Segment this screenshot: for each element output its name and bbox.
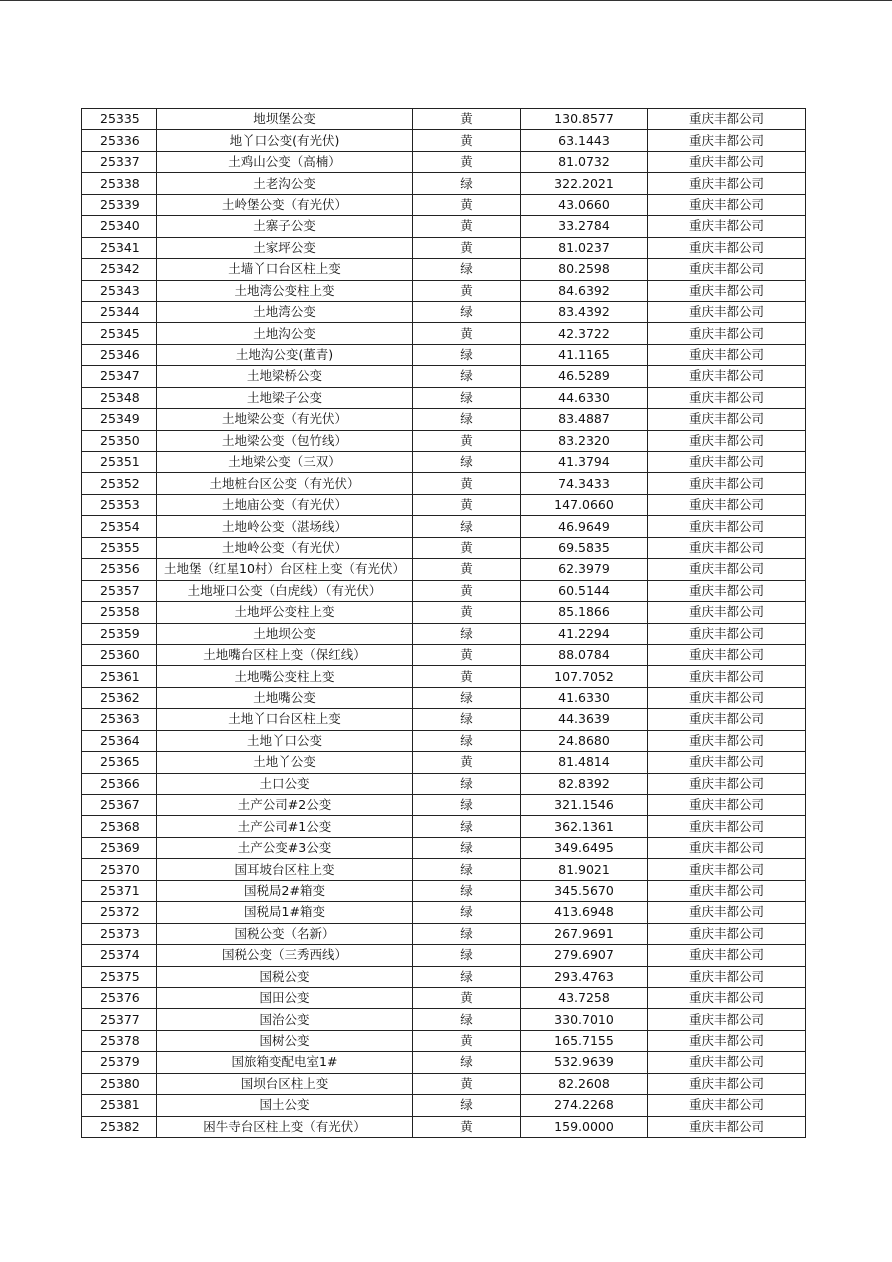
- station-name-cell: 土地梁公变（包竹线）: [157, 430, 413, 451]
- value-cell: 532.9639: [521, 1052, 648, 1073]
- company-cell: 重庆丰都公司: [648, 1116, 806, 1137]
- value-cell: 69.5835: [521, 537, 648, 558]
- company-cell: 重庆丰都公司: [648, 923, 806, 944]
- row-id-cell: 25367: [82, 795, 157, 816]
- value-cell: 82.8392: [521, 773, 648, 794]
- station-name-cell: 土地丫口公变: [157, 730, 413, 751]
- row-id-cell: 25380: [82, 1073, 157, 1094]
- company-cell: 重庆丰都公司: [648, 709, 806, 730]
- table-row: [82, 880, 806, 901]
- value-cell: 24.8680: [521, 730, 648, 751]
- row-id-cell: 25356: [82, 559, 157, 580]
- company-cell: 重庆丰都公司: [648, 966, 806, 987]
- table-row: [82, 987, 806, 1008]
- station-name-cell: 土寨子公变: [157, 216, 413, 237]
- company-cell: 重庆丰都公司: [648, 366, 806, 387]
- station-name-cell: 国土公变: [157, 1095, 413, 1116]
- value-cell: 293.4763: [521, 966, 648, 987]
- station-name-cell: 地丫口公变(有光伏): [157, 130, 413, 151]
- row-id-cell: 25373: [82, 923, 157, 944]
- status-color-cell: 黄: [413, 666, 521, 687]
- row-id-cell: 25349: [82, 409, 157, 430]
- company-cell: 重庆丰都公司: [648, 323, 806, 344]
- value-cell: 88.0784: [521, 644, 648, 665]
- company-cell: 重庆丰都公司: [648, 773, 806, 794]
- company-cell: 重庆丰都公司: [648, 173, 806, 194]
- status-color-cell: 绿: [413, 344, 521, 365]
- company-cell: 重庆丰都公司: [648, 280, 806, 301]
- status-color-cell: 黄: [413, 580, 521, 601]
- value-cell: 107.7052: [521, 666, 648, 687]
- value-cell: 81.9021: [521, 859, 648, 880]
- company-cell: 重庆丰都公司: [648, 259, 806, 280]
- company-cell: 重庆丰都公司: [648, 859, 806, 880]
- row-id-cell: 25361: [82, 666, 157, 687]
- station-name-cell: 土地桩台区公变（有光伏）: [157, 473, 413, 494]
- table-row: [82, 452, 806, 473]
- station-name-cell: 土地岭公变（湛场线）: [157, 516, 413, 537]
- value-cell: 147.0660: [521, 494, 648, 515]
- company-cell: 重庆丰都公司: [648, 537, 806, 558]
- row-id-cell: 25379: [82, 1052, 157, 1073]
- table-row: [82, 409, 806, 430]
- station-name-cell: 国耳坡台区柱上变: [157, 859, 413, 880]
- status-color-cell: 黄: [413, 602, 521, 623]
- row-id-cell: 25338: [82, 173, 157, 194]
- table-row: [82, 194, 806, 215]
- value-cell: 130.8577: [521, 109, 648, 130]
- row-id-cell: 25381: [82, 1095, 157, 1116]
- row-id-cell: 25357: [82, 580, 157, 601]
- company-cell: 重庆丰都公司: [648, 752, 806, 773]
- value-cell: 159.0000: [521, 1116, 648, 1137]
- status-color-cell: 绿: [413, 516, 521, 537]
- station-name-cell: 国税局1#箱变: [157, 902, 413, 923]
- station-name-cell: 土地沟公变(董青): [157, 344, 413, 365]
- table-row: [82, 109, 806, 130]
- row-id-cell: 25345: [82, 323, 157, 344]
- company-cell: 重庆丰都公司: [648, 816, 806, 837]
- table-row: [82, 945, 806, 966]
- value-cell: 46.9649: [521, 516, 648, 537]
- status-color-cell: 黄: [413, 752, 521, 773]
- value-cell: 43.0660: [521, 194, 648, 215]
- table-row: [82, 773, 806, 794]
- station-name-cell: 土口公变: [157, 773, 413, 794]
- page-top-border: [0, 0, 892, 1]
- table-row: [82, 1073, 806, 1094]
- row-id-cell: 25376: [82, 987, 157, 1008]
- status-color-cell: 绿: [413, 409, 521, 430]
- status-color-cell: 绿: [413, 623, 521, 644]
- station-name-cell: 国税局2#箱变: [157, 880, 413, 901]
- company-cell: 重庆丰都公司: [648, 795, 806, 816]
- table-row: [82, 559, 806, 580]
- company-cell: 重庆丰都公司: [648, 430, 806, 451]
- value-cell: 74.3433: [521, 473, 648, 494]
- table-row: [82, 1095, 806, 1116]
- company-cell: 重庆丰都公司: [648, 987, 806, 1008]
- value-cell: 41.3794: [521, 452, 648, 473]
- value-cell: 413.6948: [521, 902, 648, 923]
- table-row: [82, 923, 806, 944]
- value-cell: 81.4814: [521, 752, 648, 773]
- row-id-cell: 25377: [82, 1009, 157, 1030]
- company-cell: 重庆丰都公司: [648, 1095, 806, 1116]
- value-cell: 362.1361: [521, 816, 648, 837]
- status-color-cell: 绿: [413, 687, 521, 708]
- company-cell: 重庆丰都公司: [648, 237, 806, 258]
- row-id-cell: 25337: [82, 151, 157, 172]
- station-name-cell: 土地垭口公变（白虎线）（有光伏）: [157, 580, 413, 601]
- value-cell: 321.1546: [521, 795, 648, 816]
- station-name-cell: 土地嘴台区柱上变（保红线）: [157, 644, 413, 665]
- row-id-cell: 25378: [82, 1030, 157, 1051]
- value-cell: 46.5289: [521, 366, 648, 387]
- company-cell: 重庆丰都公司: [648, 387, 806, 408]
- value-cell: 42.3722: [521, 323, 648, 344]
- status-color-cell: 黄: [413, 216, 521, 237]
- status-color-cell: 绿: [413, 816, 521, 837]
- table-row: [82, 173, 806, 194]
- row-id-cell: 25375: [82, 966, 157, 987]
- station-name-cell: 土地嘴公变: [157, 687, 413, 708]
- row-id-cell: 25371: [82, 880, 157, 901]
- station-name-cell: 国旅箱变配电室1#: [157, 1052, 413, 1073]
- status-color-cell: 黄: [413, 473, 521, 494]
- value-cell: 41.6330: [521, 687, 648, 708]
- table-row: [82, 602, 806, 623]
- station-name-cell: 土鸡山公变（高楠）: [157, 151, 413, 172]
- table-row: [82, 1116, 806, 1137]
- station-name-cell: 土墙丫口台区柱上变: [157, 259, 413, 280]
- table-row: [82, 666, 806, 687]
- status-color-cell: 黄: [413, 194, 521, 215]
- row-id-cell: 25372: [82, 902, 157, 923]
- company-cell: 重庆丰都公司: [648, 1009, 806, 1030]
- row-id-cell: 25346: [82, 344, 157, 365]
- table-row: [82, 537, 806, 558]
- table-row: [82, 237, 806, 258]
- table-row: [82, 859, 806, 880]
- company-cell: 重庆丰都公司: [648, 602, 806, 623]
- status-color-cell: 绿: [413, 902, 521, 923]
- status-color-cell: 绿: [413, 730, 521, 751]
- station-name-cell: 土地沟公变: [157, 323, 413, 344]
- value-cell: 345.5670: [521, 880, 648, 901]
- value-cell: 279.6907: [521, 945, 648, 966]
- table-row: [82, 301, 806, 322]
- status-color-cell: 绿: [413, 301, 521, 322]
- company-cell: 重庆丰都公司: [648, 194, 806, 215]
- station-name-cell: 土产公司#1公变: [157, 816, 413, 837]
- row-id-cell: 25343: [82, 280, 157, 301]
- value-cell: 83.4887: [521, 409, 648, 430]
- company-cell: 重庆丰都公司: [648, 130, 806, 151]
- table-row: [82, 1052, 806, 1073]
- company-cell: 重庆丰都公司: [648, 1052, 806, 1073]
- company-cell: 重庆丰都公司: [648, 216, 806, 237]
- value-cell: 80.2598: [521, 259, 648, 280]
- status-color-cell: 绿: [413, 452, 521, 473]
- company-cell: 重庆丰都公司: [648, 494, 806, 515]
- station-name-cell: 土地堡（红星10村）台区柱上变（有光伏）: [157, 559, 413, 580]
- value-cell: 60.5144: [521, 580, 648, 601]
- value-cell: 33.2784: [521, 216, 648, 237]
- table-row: [82, 259, 806, 280]
- status-color-cell: 绿: [413, 923, 521, 944]
- company-cell: 重庆丰都公司: [648, 902, 806, 923]
- status-color-cell: 绿: [413, 387, 521, 408]
- row-id-cell: 25348: [82, 387, 157, 408]
- status-color-cell: 绿: [413, 366, 521, 387]
- station-name-cell: 国治公变: [157, 1009, 413, 1030]
- company-cell: 重庆丰都公司: [648, 109, 806, 130]
- station-name-cell: 地坝堡公变: [157, 109, 413, 130]
- row-id-cell: 25362: [82, 687, 157, 708]
- station-name-cell: 困牛寺台区柱上变（有光伏）: [157, 1116, 413, 1137]
- value-cell: 81.0237: [521, 237, 648, 258]
- value-cell: 44.6330: [521, 387, 648, 408]
- value-cell: 349.6495: [521, 837, 648, 858]
- value-cell: 83.4392: [521, 301, 648, 322]
- station-name-cell: 土产公变#3公变: [157, 837, 413, 858]
- status-color-cell: 黄: [413, 237, 521, 258]
- value-cell: 43.7258: [521, 987, 648, 1008]
- value-cell: 82.2608: [521, 1073, 648, 1094]
- station-name-cell: 土地丫公变: [157, 752, 413, 773]
- station-name-cell: 土地梁子公变: [157, 387, 413, 408]
- table-row: [82, 280, 806, 301]
- station-name-cell: 土地梁桥公变: [157, 366, 413, 387]
- company-cell: 重庆丰都公司: [648, 151, 806, 172]
- status-color-cell: 黄: [413, 537, 521, 558]
- row-id-cell: 25340: [82, 216, 157, 237]
- status-color-cell: 绿: [413, 1052, 521, 1073]
- table-row: [82, 1030, 806, 1051]
- company-cell: 重庆丰都公司: [648, 1073, 806, 1094]
- status-color-cell: 黄: [413, 1116, 521, 1137]
- table-row: [82, 816, 806, 837]
- status-color-cell: 绿: [413, 709, 521, 730]
- value-cell: 274.2268: [521, 1095, 648, 1116]
- status-color-cell: 绿: [413, 173, 521, 194]
- value-cell: 84.6392: [521, 280, 648, 301]
- table-row: [82, 387, 806, 408]
- row-id-cell: 25360: [82, 644, 157, 665]
- table-row: [82, 430, 806, 451]
- company-cell: 重庆丰都公司: [648, 344, 806, 365]
- company-cell: 重庆丰都公司: [648, 580, 806, 601]
- row-id-cell: 25354: [82, 516, 157, 537]
- status-color-cell: 黄: [413, 109, 521, 130]
- row-id-cell: 25336: [82, 130, 157, 151]
- table-row: [82, 130, 806, 151]
- value-cell: 41.2294: [521, 623, 648, 644]
- status-color-cell: 黄: [413, 280, 521, 301]
- station-name-cell: 土地嘴公变柱上变: [157, 666, 413, 687]
- row-id-cell: 25347: [82, 366, 157, 387]
- value-cell: 165.7155: [521, 1030, 648, 1051]
- status-color-cell: 黄: [413, 494, 521, 515]
- table-row: [82, 966, 806, 987]
- company-cell: 重庆丰都公司: [648, 837, 806, 858]
- station-name-cell: 土地梁公变（三双）: [157, 452, 413, 473]
- station-name-cell: 土地庙公变（有光伏）: [157, 494, 413, 515]
- row-id-cell: 25335: [82, 109, 157, 130]
- station-name-cell: 土产公司#2公变: [157, 795, 413, 816]
- status-color-cell: 绿: [413, 880, 521, 901]
- table-row: [82, 1009, 806, 1030]
- value-cell: 81.0732: [521, 151, 648, 172]
- table-row: [82, 151, 806, 172]
- status-color-cell: 黄: [413, 130, 521, 151]
- status-color-cell: 绿: [413, 859, 521, 880]
- row-id-cell: 25341: [82, 237, 157, 258]
- row-id-cell: 25368: [82, 816, 157, 837]
- status-color-cell: 绿: [413, 1095, 521, 1116]
- station-name-cell: 土地湾公变: [157, 301, 413, 322]
- value-cell: 267.9691: [521, 923, 648, 944]
- station-name-cell: 土地坝公变: [157, 623, 413, 644]
- company-cell: 重庆丰都公司: [648, 301, 806, 322]
- station-name-cell: 国税公变: [157, 966, 413, 987]
- status-color-cell: 绿: [413, 966, 521, 987]
- data-table: [81, 108, 806, 1138]
- table-row: [82, 644, 806, 665]
- table-row: [82, 709, 806, 730]
- station-name-cell: 土家坪公变: [157, 237, 413, 258]
- company-cell: 重庆丰都公司: [648, 880, 806, 901]
- station-name-cell: 土老沟公变: [157, 173, 413, 194]
- table-row: [82, 730, 806, 751]
- row-id-cell: 25364: [82, 730, 157, 751]
- status-color-cell: 黄: [413, 430, 521, 451]
- station-name-cell: 土岭堡公变（有光伏）: [157, 194, 413, 215]
- status-color-cell: 绿: [413, 837, 521, 858]
- table-row: [82, 473, 806, 494]
- table-row: [82, 344, 806, 365]
- station-name-cell: 土地岭公变（有光伏）: [157, 537, 413, 558]
- status-color-cell: 黄: [413, 987, 521, 1008]
- row-id-cell: 25358: [82, 602, 157, 623]
- station-name-cell: 土地丫口台区柱上变: [157, 709, 413, 730]
- table-row: [82, 516, 806, 537]
- row-id-cell: 25350: [82, 430, 157, 451]
- station-name-cell: 国税公变（名新）: [157, 923, 413, 944]
- table-row: [82, 323, 806, 344]
- value-cell: 44.3639: [521, 709, 648, 730]
- row-id-cell: 25344: [82, 301, 157, 322]
- row-id-cell: 25382: [82, 1116, 157, 1137]
- station-name-cell: 土地湾公变柱上变: [157, 280, 413, 301]
- status-color-cell: 绿: [413, 259, 521, 280]
- status-color-cell: 黄: [413, 323, 521, 344]
- table-row: [82, 216, 806, 237]
- row-id-cell: 25369: [82, 837, 157, 858]
- row-id-cell: 25351: [82, 452, 157, 473]
- station-name-cell: 国税公变（三秀西线）: [157, 945, 413, 966]
- company-cell: 重庆丰都公司: [648, 559, 806, 580]
- status-color-cell: 黄: [413, 559, 521, 580]
- row-id-cell: 25366: [82, 773, 157, 794]
- status-color-cell: 绿: [413, 773, 521, 794]
- row-id-cell: 25370: [82, 859, 157, 880]
- company-cell: 重庆丰都公司: [648, 452, 806, 473]
- company-cell: 重庆丰都公司: [648, 945, 806, 966]
- value-cell: 62.3979: [521, 559, 648, 580]
- table-row: [82, 902, 806, 923]
- status-color-cell: 绿: [413, 795, 521, 816]
- value-cell: 330.7010: [521, 1009, 648, 1030]
- row-id-cell: 25374: [82, 945, 157, 966]
- row-id-cell: 25352: [82, 473, 157, 494]
- table-row: [82, 687, 806, 708]
- company-cell: 重庆丰都公司: [648, 730, 806, 751]
- station-name-cell: 国田公变: [157, 987, 413, 1008]
- station-name-cell: 土地梁公变（有光伏）: [157, 409, 413, 430]
- status-color-cell: 绿: [413, 1009, 521, 1030]
- station-name-cell: 国坝台区柱上变: [157, 1073, 413, 1094]
- status-color-cell: 绿: [413, 945, 521, 966]
- value-cell: 83.2320: [521, 430, 648, 451]
- station-name-cell: 土地坪公变柱上变: [157, 602, 413, 623]
- company-cell: 重庆丰都公司: [648, 409, 806, 430]
- status-color-cell: 黄: [413, 1073, 521, 1094]
- status-color-cell: 黄: [413, 151, 521, 172]
- table-row: [82, 623, 806, 644]
- value-cell: 322.2021: [521, 173, 648, 194]
- row-id-cell: 25363: [82, 709, 157, 730]
- status-color-cell: 黄: [413, 1030, 521, 1051]
- value-cell: 41.1165: [521, 344, 648, 365]
- row-id-cell: 25339: [82, 194, 157, 215]
- table-row: [82, 580, 806, 601]
- company-cell: 重庆丰都公司: [648, 623, 806, 644]
- value-cell: 63.1443: [521, 130, 648, 151]
- table-row: [82, 837, 806, 858]
- row-id-cell: 25365: [82, 752, 157, 773]
- company-cell: 重庆丰都公司: [648, 516, 806, 537]
- row-id-cell: 25342: [82, 259, 157, 280]
- company-cell: 重庆丰都公司: [648, 644, 806, 665]
- value-cell: 85.1866: [521, 602, 648, 623]
- table-row: [82, 366, 806, 387]
- table-row: [82, 494, 806, 515]
- station-name-cell: 国树公变: [157, 1030, 413, 1051]
- row-id-cell: 25355: [82, 537, 157, 558]
- company-cell: 重庆丰都公司: [648, 1030, 806, 1051]
- company-cell: 重庆丰都公司: [648, 473, 806, 494]
- status-color-cell: 黄: [413, 644, 521, 665]
- table-row: [82, 795, 806, 816]
- row-id-cell: 25353: [82, 494, 157, 515]
- company-cell: 重庆丰都公司: [648, 687, 806, 708]
- company-cell: 重庆丰都公司: [648, 666, 806, 687]
- table-row: [82, 752, 806, 773]
- row-id-cell: 25359: [82, 623, 157, 644]
